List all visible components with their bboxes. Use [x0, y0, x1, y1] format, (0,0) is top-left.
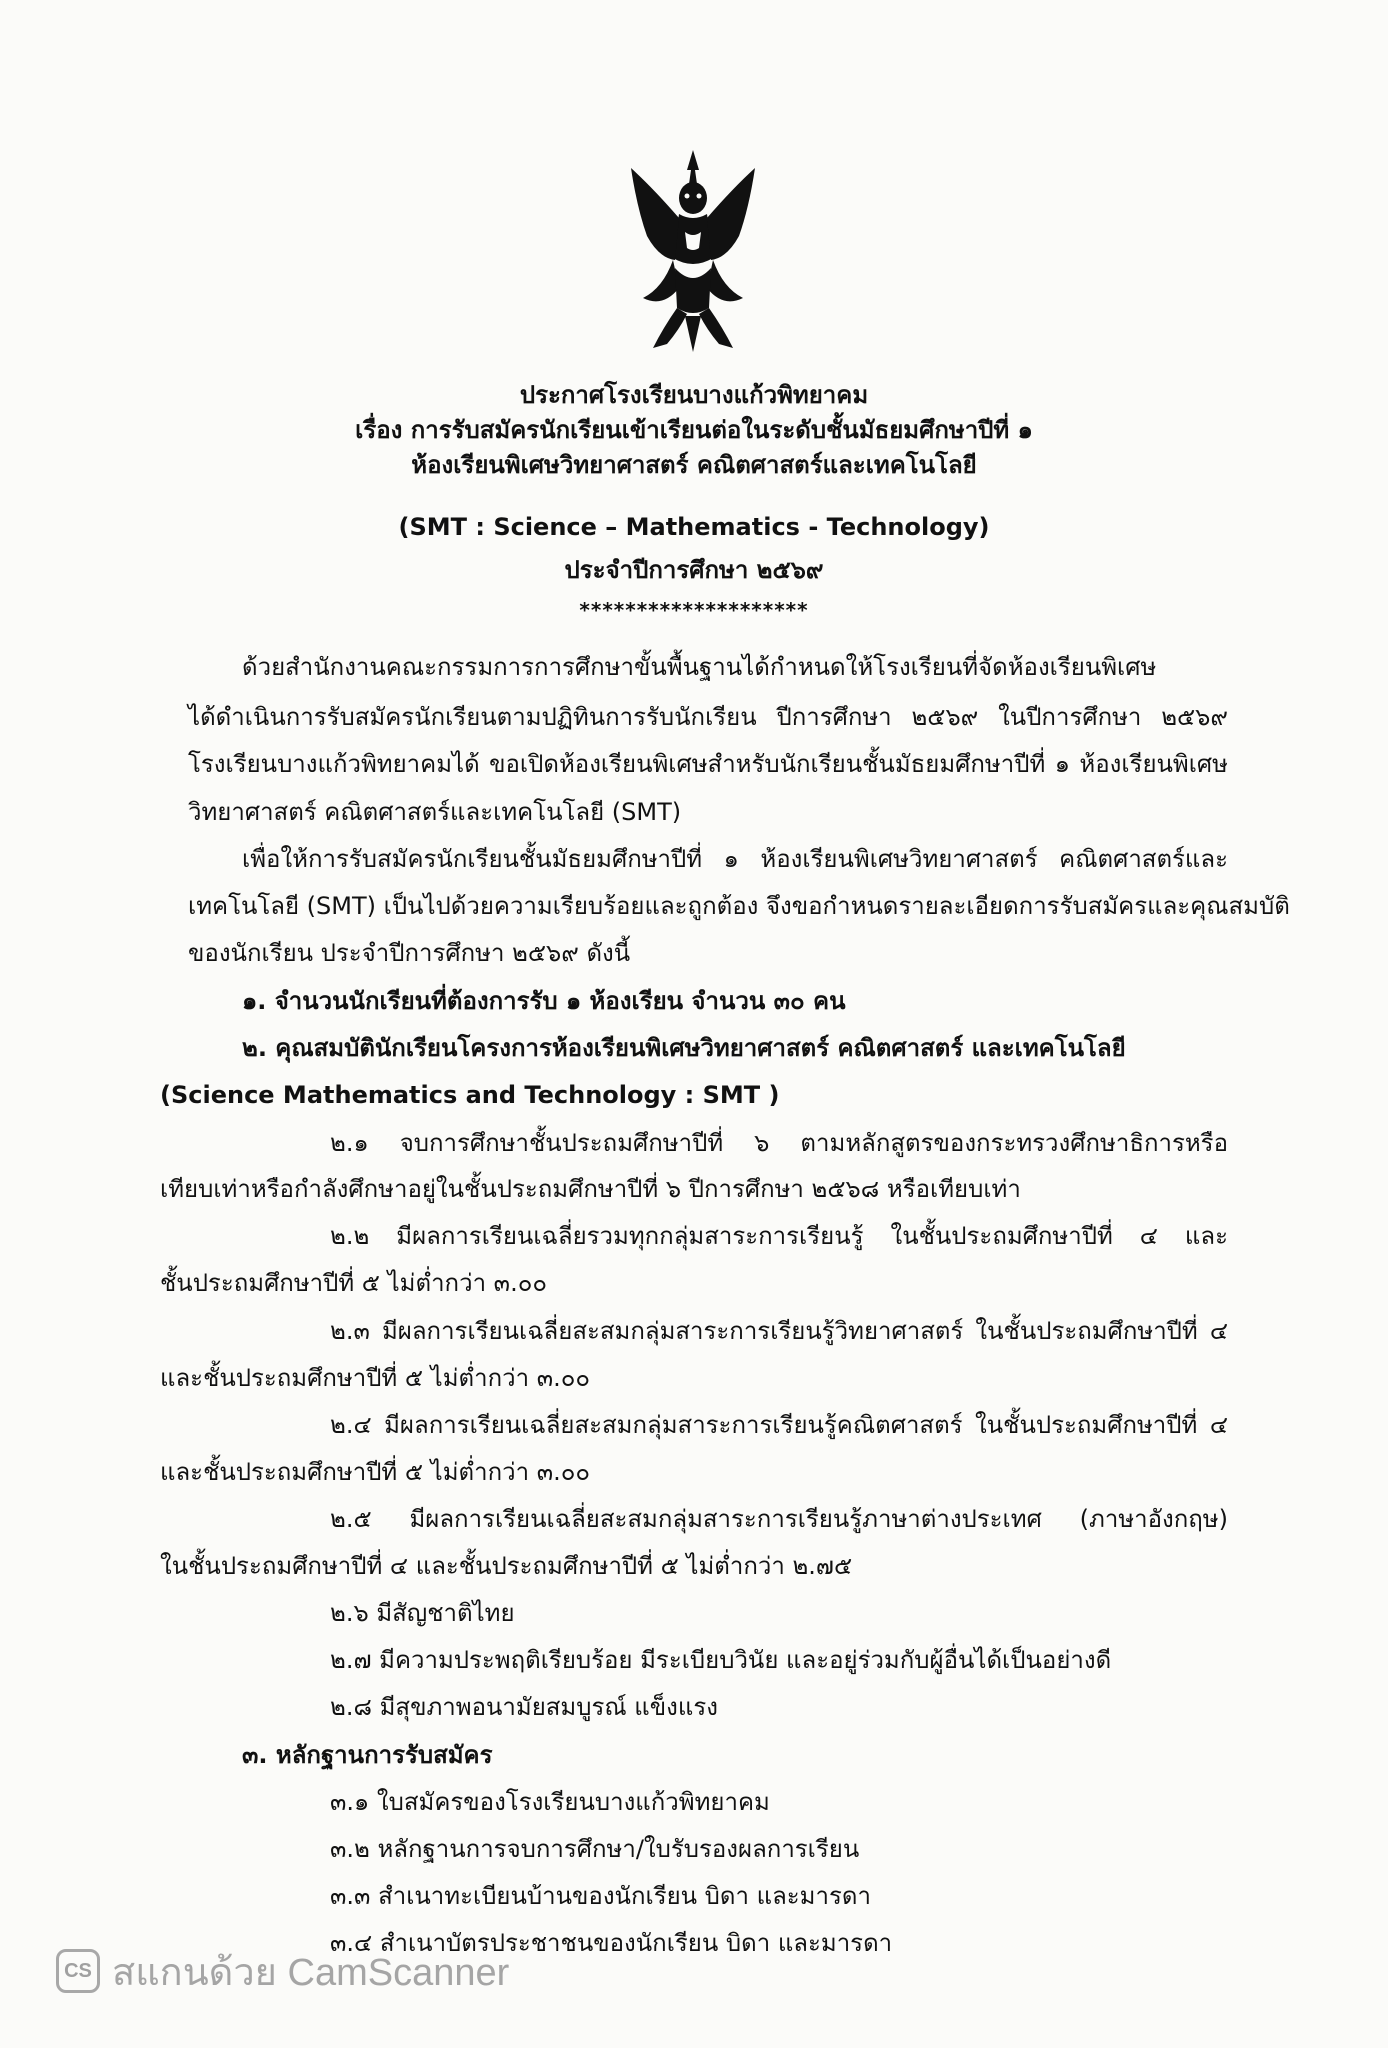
- document-requirement: ๓.๔ สำเนาบัตรประชาชนของนักเรียน บิดา และมารดา: [330, 1929, 893, 1957]
- qualification-2-4-cont: และชั้นประถมศึกษาปีที่ ๕ ไม่ต่ำกว่า ๓.๐๐: [160, 1458, 591, 1486]
- qualification-2-8: ๒.๘ มีสุขภาพอนามัยสมบูรณ์ แข็งแรง: [330, 1693, 718, 1721]
- qualification-2-5: ๒.๕ มีผลการเรียนเฉลี่ยสะสมกลุ่มสาระการเรียนรู้ภาษาต่างประเทศ (ภาษาอังกฤษ): [330, 1505, 1228, 1533]
- item-1-student-count: ๑. จำนวนนักเรียนที่ต้องการรับ ๑ ห้องเรียน จำนวน ๓๐ คน: [242, 987, 846, 1015]
- qualification-2-5-cont: ในชั้นประถมศึกษาปีที่ ๔ และชั้นประถมศึกษาปีที่ ๕ ไม่ต่ำกว่า ๒.๗๕: [160, 1552, 853, 1580]
- qualification-2-4: ๒.๔ มีผลการเรียนเฉลี่ยสะสมกลุ่มสาระการเรียนรู้คณิตศาสตร์ ในชั้นประถมศึกษาปีที่ ๔: [330, 1411, 1228, 1439]
- qualification-2-1-cont: เทียบเท่าหรือกำลังศึกษาอยู่ในชั้นประถมศึกษาปีที่ ๖ ปีการศึกษา ๒๕๖๘ หรือเทียบเท่า: [160, 1175, 1021, 1203]
- qualification-2-3-cont: และชั้นประถมศึกษาปีที่ ๕ ไม่ต่ำกว่า ๓.๐๐: [160, 1364, 591, 1392]
- academic-year: ประจำปีการศึกษา ๒๕๖๙: [564, 556, 824, 584]
- item-2-heading: ๒. คุณสมบัตินักเรียนโครงการห้องเรียนพิเศษวิทยาศาสตร์ คณิตศาสตร์ และเทคโนโลยี: [242, 1034, 1126, 1062]
- purpose-line: ของนักเรียน ประจำปีการศึกษา ๒๕๖๙ ดังนี้: [188, 939, 631, 967]
- qualification-2-3: ๒.๓ มีผลการเรียนเฉลี่ยสะสมกลุ่มสาระการเรียนรู้วิทยาศาสตร์ ในชั้นประถมศึกษาปีที่ ๔: [330, 1317, 1228, 1345]
- intro-line: ได้ดำเนินการรับสมัครนักเรียนตามปฏิทินการรับนักเรียน ปีการศึกษา ๒๕๖๙ ในปีการศึกษา ๒๕๖๙: [188, 703, 1228, 731]
- announcement-subject: เรื่อง การรับสมัครนักเรียนเข้าเรียนต่อในระดับชั้นมัธยมศึกษาปีที่ ๑: [355, 416, 1033, 444]
- camscanner-text: สแกนด้วย CamScanner: [112, 1951, 510, 1994]
- camscanner-watermark: [56, 1948, 509, 1994]
- qualification-2-2-cont: ชั้นประถมศึกษาปีที่ ๕ ไม่ต่ำกว่า ๓.๐๐: [160, 1269, 547, 1297]
- qualification-2-6: ๒.๖ มีสัญชาติไทย: [330, 1599, 515, 1627]
- qualification-2-7: ๒.๗ มีความประพฤติเรียบร้อย มีระเบียบวินัย และอยู่ร่วมกับผู้อื่นได้เป็นอย่างดี: [330, 1646, 1112, 1674]
- purpose-line: เทคโนโลยี (SMT) เป็นไปด้วยความเรียบร้อยและถูกต้อง จึงขอกำหนดรายละเอียดการรับสมัครและคุณสมบัติ: [188, 892, 1290, 920]
- qualification-2-2: ๒.๒ มีผลการเรียนเฉลี่ยรวมทุกกลุ่มสาระการเรียนรู้ ในชั้นประถมศึกษาปีที่ ๔ และ: [330, 1222, 1228, 1250]
- purpose-line: เพื่อให้การรับสมัครนักเรียนชั้นมัธยมศึกษาปีที่ ๑ ห้องเรียนพิเศษวิทยาศาสตร์ คณิตศาสตร์และ: [242, 845, 1228, 873]
- announcement-title: ประกาศโรงเรียนบางแก้วพิทยาคม: [519, 381, 869, 409]
- document-requirement: ๓.๑ ใบสมัครของโรงเรียนบางแก้วพิทยาคม: [330, 1788, 770, 1816]
- program-name: ห้องเรียนพิเศษวิทยาศาสตร์ คณิตศาสตร์และเทคโนโลยี: [411, 451, 977, 479]
- intro-line: โรงเรียนบางแก้วพิทยาคมได้ ขอเปิดห้องเรียนพิเศษสำหรับนักเรียนชั้นมัธยมศึกษาปีที่ ๑ ห้องเรียนพิเศษ: [188, 750, 1228, 778]
- item-2-heading-english: (Science Mathematics and Technology : SMT ): [160, 1081, 780, 1109]
- garuda-emblem-icon: [623, 148, 763, 353]
- document-requirement: ๓.๓ สำเนาทะเบียนบ้านของนักเรียน บิดา และมารดา: [330, 1882, 871, 1910]
- program-english-name: (SMT : Science – Mathematics - Technology): [398, 513, 990, 541]
- camscanner-logo-icon: CS: [56, 1949, 100, 1993]
- intro-line: วิทยาศาสตร์ คณิตศาสตร์และเทคโนโลยี (SMT): [188, 798, 682, 826]
- document-requirement: ๓.๒ หลักฐานการจบการศึกษา/ใบรับรองผลการเรียน: [330, 1835, 860, 1863]
- item-3-heading: ๓. หลักฐานการรับสมัคร: [242, 1741, 493, 1769]
- intro-line: ด้วยสำนักงานคณะกรรมการการศึกษาขั้นพื้นฐานได้กำหนดให้โรงเรียนที่จัดห้องเรียนพิเศษ: [242, 653, 1157, 681]
- separator: ********************: [579, 598, 809, 622]
- qualification-2-1: ๒.๑ จบการศึกษาชั้นประถมศึกษาปีที่ ๖ ตามหลักสูตรของกระทรวงศึกษาธิการหรือ: [330, 1129, 1228, 1157]
